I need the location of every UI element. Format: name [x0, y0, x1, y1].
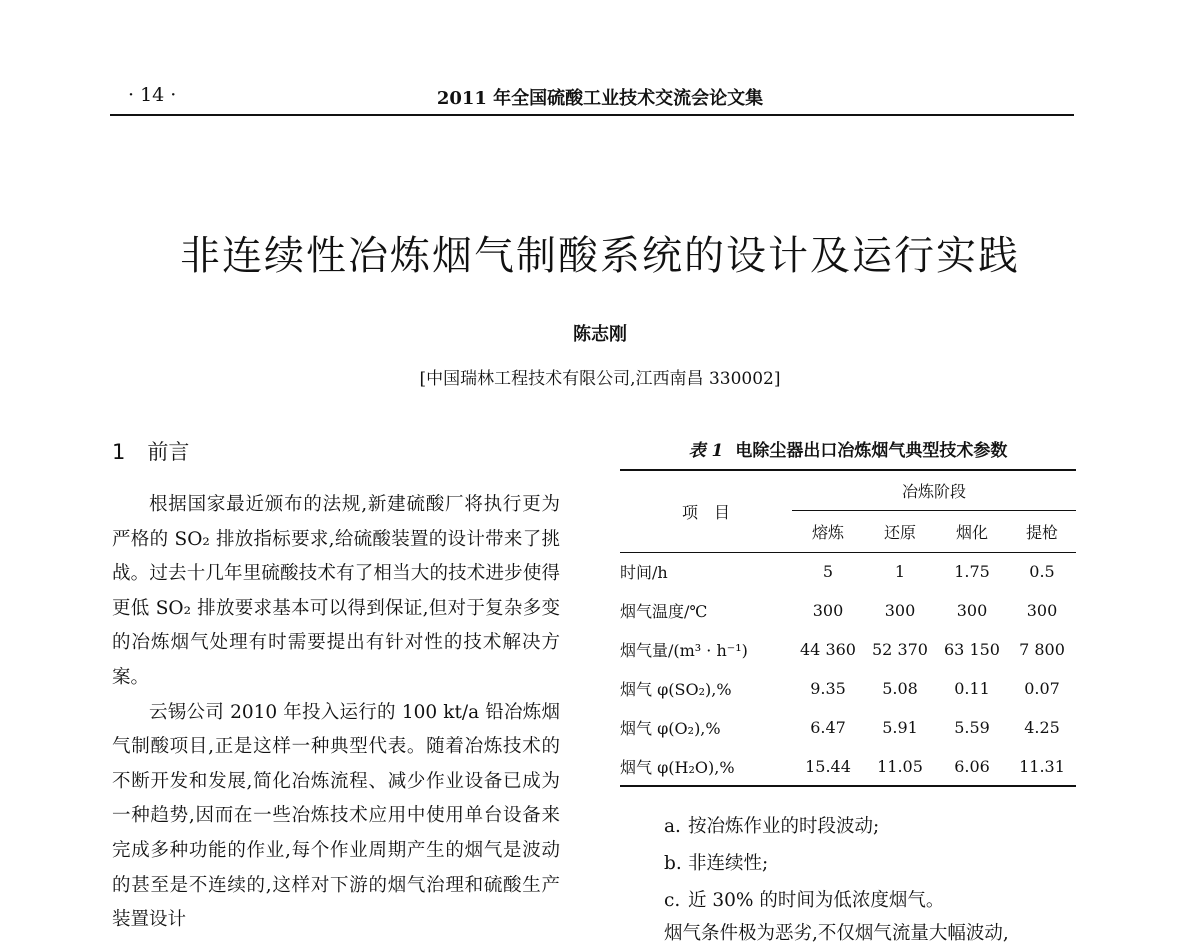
list-item	[664, 882, 944, 919]
table-cell: 1	[894, 562, 906, 582]
table-cell: 300	[884, 601, 916, 620]
table-cell: 6.47	[810, 718, 846, 737]
list-marker: c.	[664, 890, 681, 911]
table-cell: 6.06	[954, 756, 990, 776]
table-caption-label: 表 1	[688, 441, 724, 461]
list-item-text: 按冶炼作业的时段波动;	[688, 816, 880, 837]
table-cell: 300	[956, 601, 988, 620]
table-cell: 5.59	[954, 718, 990, 737]
table-header-stage: 烟化	[955, 522, 988, 542]
list-marker: b.	[664, 853, 682, 874]
table-header-stage-group: 冶炼阶段	[792, 470, 1076, 510]
table-cell: 52 370	[872, 640, 928, 659]
affiliation: [中国瑞林工程技术有限公司,江西南昌 330002]	[419, 369, 781, 389]
table-row	[620, 552, 1076, 591]
section-number: 1	[112, 440, 126, 464]
table-cell: 300	[1026, 601, 1058, 620]
table-cell: 5	[822, 562, 834, 582]
section-heading	[112, 436, 189, 466]
body-text-right-column: 烟气条件极为恶劣,不仅烟气流量大幅波动,	[664, 923, 1009, 944]
characteristics-list	[664, 808, 944, 919]
table-cell: 4.25	[1024, 718, 1060, 737]
table-row	[620, 669, 1076, 708]
list-item-text: 非连续性;	[688, 853, 769, 874]
table-cell: 7 800	[1019, 640, 1065, 659]
table-header-stage: 提枪	[1025, 522, 1058, 542]
table-header-item: 项 目	[681, 502, 730, 522]
running-header: 2011 年全国硫酸工业技术交流会论文集	[436, 88, 764, 109]
table-cell: 300	[812, 601, 844, 620]
article-title: 非连续性冶炼烟气制酸系统的设计及运行实践	[180, 233, 1020, 279]
table-cell: 5.91	[882, 718, 918, 737]
list-item	[664, 808, 944, 845]
page-number: · 14 ·	[128, 84, 177, 106]
table-cell: 9.35	[810, 679, 846, 698]
row-label: 烟气 φ(SO₂),%	[620, 680, 732, 699]
header-rule	[110, 114, 1074, 116]
table-row	[620, 591, 1076, 630]
table-caption-text: 电除尘器出口冶炼烟气典型技术参数	[735, 441, 1008, 461]
table-cell: 0.07	[1024, 679, 1060, 698]
author: 陈志刚	[573, 324, 627, 345]
table-cell: 11.05	[877, 756, 923, 776]
paragraph-2: 云锡公司 2010 年投入运行的 100 kt/a 铅冶炼烟气制酸项目,正是这样一种典型代表。随着冶炼技术的不断开发和发展,简化冶炼流程、减少作业设备已成为一种趋势,因而在一些冶炼技术应用中使用单台设备来完成多种功能的作业,每个作业周期产生的烟气是波动的甚至是不连续的,这样对下游的烟气治理和硫酸生产装置设计	[112, 701, 560, 931]
table-header-stage: 熔炼	[811, 522, 844, 542]
table-cell: 44 360	[800, 640, 856, 659]
row-label: 烟气量/(m³ · h⁻¹)	[620, 641, 748, 660]
list-marker: a.	[664, 816, 681, 837]
table-cell: 63 150	[944, 640, 1000, 659]
table-cell: 11.31	[1019, 756, 1065, 776]
paragraph-1: 根据国家最近颁布的法规,新建硫酸厂将执行更为严格的 SO₂ 排放指标要求,给硫酸装置的设计带来了挑战。过去十几年里硫酸技术有了相当大的技术进步使得更低 SO₂ 排放要求基本可以得到保证,但对于复杂多变的冶炼烟气处理有时需要提出有针对性的技术解决方案。	[112, 494, 560, 688]
list-item	[664, 845, 944, 882]
table-row	[620, 708, 1076, 747]
row-label: 时间/h	[620, 563, 668, 583]
table-cell: 15.44	[805, 756, 851, 776]
table-caption	[620, 436, 1076, 461]
table-row	[620, 747, 1076, 786]
table-cell: 5.08	[882, 679, 918, 698]
table-cell: 0.5	[1029, 562, 1055, 582]
table-cell: 0.11	[954, 679, 990, 698]
parameters-table	[620, 469, 1076, 787]
table-header-stage: 还原	[883, 522, 916, 542]
body-text-left-column	[112, 488, 560, 938]
row-label: 烟气温度/℃	[620, 602, 708, 621]
list-item-text: 近 30% 的时间为低浓度烟气。	[688, 890, 945, 911]
row-label: 烟气 φ(H₂O),%	[620, 757, 735, 777]
table-cell: 1.75	[954, 562, 990, 582]
row-label: 烟气 φ(O₂),%	[620, 719, 721, 738]
section-title: 前言	[147, 440, 190, 464]
table-row	[620, 630, 1076, 669]
